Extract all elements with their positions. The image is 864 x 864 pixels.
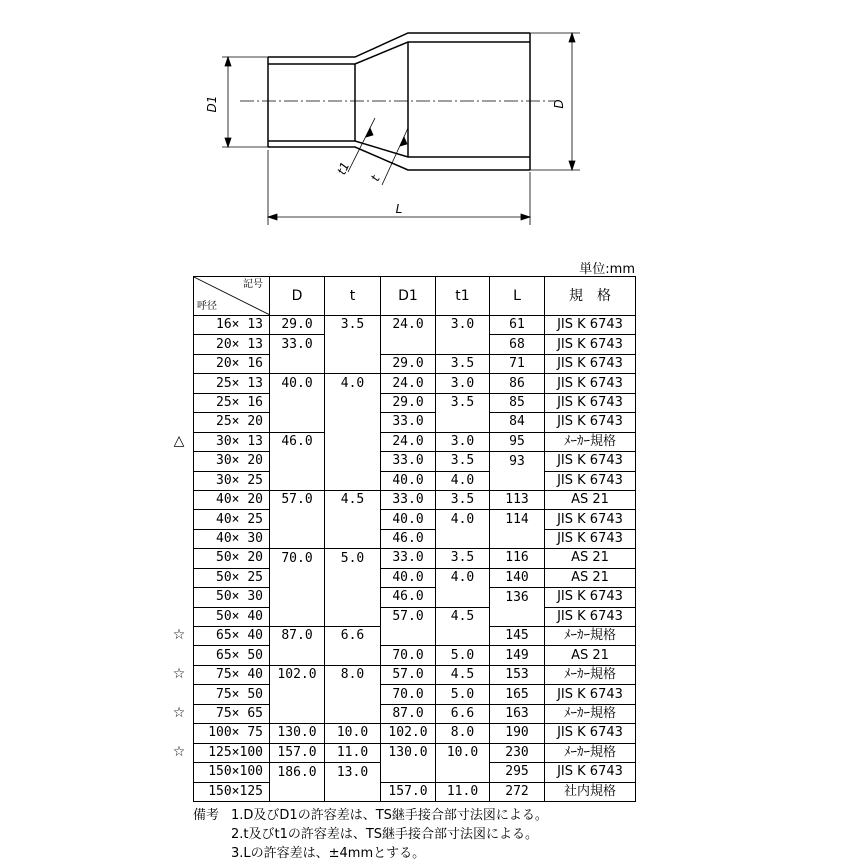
cell-t1: 3.5 xyxy=(436,354,490,373)
cell-d1: 33.0 xyxy=(381,549,436,568)
cell-name: 150×125 xyxy=(194,782,270,801)
cell-t1: 6.6 xyxy=(436,704,490,723)
table-row xyxy=(194,413,636,432)
dimension-table xyxy=(193,276,636,802)
header-t: t xyxy=(325,277,381,316)
cell-spec: 社内規格 xyxy=(545,782,636,801)
cell-t1 xyxy=(436,335,490,354)
header-corner-top: 記号 xyxy=(243,279,263,290)
cell-l: 140 xyxy=(490,568,545,587)
cell-t: 6.6 xyxy=(325,627,381,646)
cell-name: 100× 75 xyxy=(194,724,270,743)
cell-t1 xyxy=(436,627,490,646)
cell-d1: 87.0 xyxy=(381,704,436,723)
cell-t xyxy=(325,607,381,626)
table-row xyxy=(194,607,636,626)
cell-name: 40× 25 xyxy=(194,510,270,529)
cell-name: 50× 20 xyxy=(194,549,270,568)
cell-d: 29.0 xyxy=(270,316,325,335)
cell-d1: 57.0 xyxy=(381,665,436,684)
cell-l: 95 xyxy=(490,432,545,451)
cell-t xyxy=(325,529,381,548)
cell-d xyxy=(270,529,325,548)
cell-d xyxy=(270,588,325,607)
cell-l: 61 xyxy=(490,316,545,335)
cell-t: 10.0 xyxy=(325,724,381,743)
table-header-row xyxy=(194,277,636,316)
cell-d1: 33.0 xyxy=(381,452,436,471)
cell-spec: JIS K 6743 xyxy=(545,588,636,607)
cell-spec: ﾒｰｶｰ規格 xyxy=(545,743,636,762)
cell-d xyxy=(270,471,325,490)
cell-l xyxy=(490,607,545,626)
cell-name: 20× 16 xyxy=(194,354,270,373)
cell-t xyxy=(325,452,381,471)
cell-spec: JIS K 6743 xyxy=(545,510,636,529)
table-row xyxy=(194,782,636,801)
cell-t: 4.0 xyxy=(325,374,381,393)
cell-l: 71 xyxy=(490,354,545,373)
cell-l: 295 xyxy=(490,763,545,782)
cell-t1: 3.0 xyxy=(436,432,490,451)
table-row xyxy=(194,374,636,393)
cell-t1: 4.5 xyxy=(436,665,490,684)
cell-d1: 70.0 xyxy=(381,646,436,665)
unit-label: 単位:mm xyxy=(579,262,635,277)
cell-d: 157.0 xyxy=(270,743,325,762)
table-row xyxy=(194,510,636,529)
cell-t xyxy=(325,471,381,490)
cell-l: 190 xyxy=(490,724,545,743)
cell-name: 125×100 xyxy=(194,743,270,762)
cell-d xyxy=(270,568,325,587)
table-row xyxy=(194,335,636,354)
notes-label: 備考 xyxy=(193,808,220,823)
cell-t1 xyxy=(436,413,490,432)
note-item: 1.D及びD1の許容差は、TS継手接合部寸法図による。 xyxy=(231,808,548,823)
cell-t1: 4.5 xyxy=(436,607,490,626)
cell-d: 33.0 xyxy=(270,335,325,354)
cell-spec: JIS K 6743 xyxy=(545,607,636,626)
cell-d1: 24.0 xyxy=(381,374,436,393)
cell-t1: 3.5 xyxy=(436,549,490,568)
cell-name: 50× 25 xyxy=(194,568,270,587)
cell-l: 153 xyxy=(490,665,545,684)
table-row xyxy=(194,432,636,451)
cell-d: 186.0 xyxy=(270,763,325,782)
cell-d xyxy=(270,704,325,723)
cell-d xyxy=(270,685,325,704)
cell-d1 xyxy=(381,627,436,646)
cell-t xyxy=(325,588,381,607)
note-item: 3.Lの許容差は、±4mmとする。 xyxy=(231,846,426,861)
cell-l: 68 xyxy=(490,335,545,354)
cell-name: 25× 20 xyxy=(194,413,270,432)
table-row xyxy=(194,763,636,782)
cell-d1: 24.0 xyxy=(381,316,436,335)
table-row xyxy=(194,665,636,684)
cell-d xyxy=(270,354,325,373)
header-corner xyxy=(194,277,270,316)
cell-t xyxy=(325,704,381,723)
cell-l: 272 xyxy=(490,782,545,801)
header-spec: 規 格 xyxy=(545,277,636,316)
D-label: D xyxy=(552,99,566,109)
cell-t: 5.0 xyxy=(325,549,381,568)
note-row xyxy=(193,825,548,844)
cell-spec: JIS K 6743 xyxy=(545,529,636,548)
cell-t1: 5.0 xyxy=(436,646,490,665)
cell-t xyxy=(325,432,381,451)
cell-t1: 3.5 xyxy=(436,393,490,412)
table-row xyxy=(194,588,636,607)
cell-d xyxy=(270,510,325,529)
table-row xyxy=(194,490,636,509)
cell-spec: JIS K 6743 xyxy=(545,354,636,373)
t1-label: t1 xyxy=(334,159,353,177)
table-row xyxy=(194,471,636,490)
cell-l: 93 xyxy=(490,452,545,471)
cell-t1: 8.0 xyxy=(436,724,490,743)
cell-l: 116 xyxy=(490,549,545,568)
star-mark-icon: ☆ xyxy=(172,666,186,683)
cell-t xyxy=(325,510,381,529)
cell-t: 8.0 xyxy=(325,665,381,684)
cell-l xyxy=(490,529,545,548)
cell-t xyxy=(325,646,381,665)
header-D1: D1 xyxy=(381,277,436,316)
cell-t1 xyxy=(436,588,490,607)
cell-l: 149 xyxy=(490,646,545,665)
cell-l: 136 xyxy=(490,588,545,607)
cell-t xyxy=(325,413,381,432)
cell-spec: AS 21 xyxy=(545,490,636,509)
cell-d xyxy=(270,646,325,665)
cell-name: 75× 65 xyxy=(194,704,270,723)
header-L: L xyxy=(490,277,545,316)
cell-t1: 4.0 xyxy=(436,510,490,529)
cell-t: 4.5 xyxy=(325,490,381,509)
header-t1: t1 xyxy=(436,277,490,316)
cell-spec: JIS K 6743 xyxy=(545,374,636,393)
cell-name: 75× 50 xyxy=(194,685,270,704)
cell-d1: 46.0 xyxy=(381,529,436,548)
cell-d1 xyxy=(381,335,436,354)
table-row xyxy=(194,568,636,587)
cell-t1 xyxy=(436,763,490,782)
cell-l: 163 xyxy=(490,704,545,723)
cell-l: 85 xyxy=(490,393,545,412)
cell-l: 84 xyxy=(490,413,545,432)
note-row xyxy=(193,806,548,825)
cell-d: 70.0 xyxy=(270,549,325,568)
cell-t1: 3.0 xyxy=(436,374,490,393)
cell-spec: AS 21 xyxy=(545,549,636,568)
note-item: 2.t及びt1の許容差は、TS継手接合部寸法図による。 xyxy=(231,827,539,842)
cell-spec: JIS K 6743 xyxy=(545,316,636,335)
reducer-socket-drawing xyxy=(0,0,864,250)
table-row xyxy=(194,724,636,743)
cell-name: 30× 25 xyxy=(194,471,270,490)
table-row xyxy=(194,316,636,335)
cell-l: 145 xyxy=(490,627,545,646)
notes xyxy=(193,806,548,863)
cell-spec: ﾒｰｶｰ規格 xyxy=(545,432,636,451)
cell-name: 25× 13 xyxy=(194,374,270,393)
cell-t1: 5.0 xyxy=(436,685,490,704)
table-row xyxy=(194,743,636,762)
cell-t1: 3.5 xyxy=(436,490,490,509)
cell-t1: 11.0 xyxy=(436,782,490,801)
header-corner-bottom: 呼径 xyxy=(197,301,217,312)
cell-l: 86 xyxy=(490,374,545,393)
cell-spec: JIS K 6743 xyxy=(545,452,636,471)
note-row xyxy=(193,844,548,863)
cell-d1: 29.0 xyxy=(381,393,436,412)
header-D: D xyxy=(270,277,325,316)
star-mark-icon: ☆ xyxy=(172,743,186,760)
cell-name: 40× 30 xyxy=(194,529,270,548)
cell-spec: JIS K 6743 xyxy=(545,724,636,743)
cell-spec: JIS K 6743 xyxy=(545,335,636,354)
cell-spec: ﾒｰｶｰ規格 xyxy=(545,665,636,684)
cell-t xyxy=(325,568,381,587)
cell-d xyxy=(270,782,325,801)
L-label: L xyxy=(395,202,403,216)
table-row xyxy=(194,452,636,471)
cell-t xyxy=(325,335,381,354)
cell-spec: AS 21 xyxy=(545,568,636,587)
cell-t1: 4.0 xyxy=(436,471,490,490)
cell-d1: 130.0 xyxy=(381,743,436,762)
cell-name: 150×100 xyxy=(194,763,270,782)
cell-t xyxy=(325,782,381,801)
cell-name: 75× 40 xyxy=(194,665,270,684)
star-mark-icon: ☆ xyxy=(172,705,186,721)
table-row xyxy=(194,627,636,646)
cell-d1: 46.0 xyxy=(381,588,436,607)
cell-d: 40.0 xyxy=(270,374,325,393)
cell-spec: JIS K 6743 xyxy=(545,763,636,782)
cell-name: 50× 40 xyxy=(194,607,270,626)
cell-d1: 57.0 xyxy=(381,607,436,626)
cell-t1: 3.5 xyxy=(436,452,490,471)
cell-d1: 40.0 xyxy=(381,471,436,490)
t-label: t xyxy=(368,173,383,184)
cell-d xyxy=(270,393,325,412)
cell-name: 30× 20 xyxy=(194,452,270,471)
cell-t1: 3.0 xyxy=(436,316,490,335)
cell-d: 87.0 xyxy=(270,627,325,646)
cell-l xyxy=(490,471,545,490)
table-row xyxy=(194,549,636,568)
cell-name: 50× 30 xyxy=(194,588,270,607)
cell-name: 30× 13 xyxy=(194,432,270,451)
cell-t1: 10.0 xyxy=(436,743,490,762)
cell-name: 20× 13 xyxy=(194,335,270,354)
cell-spec: ﾒｰｶｰ規格 xyxy=(545,627,636,646)
cell-d1: 24.0 xyxy=(381,432,436,451)
cell-name: 25× 16 xyxy=(194,393,270,412)
table-row xyxy=(194,704,636,723)
table-row xyxy=(194,354,636,373)
cell-d xyxy=(270,452,325,471)
cell-name: 65× 40 xyxy=(194,627,270,646)
cell-d1 xyxy=(381,763,436,782)
cell-d1: 29.0 xyxy=(381,354,436,373)
cell-l: 230 xyxy=(490,743,545,762)
cell-t: 3.5 xyxy=(325,316,381,335)
cell-d1: 40.0 xyxy=(381,510,436,529)
cell-t xyxy=(325,393,381,412)
cell-d: 57.0 xyxy=(270,490,325,509)
cell-d: 130.0 xyxy=(270,724,325,743)
cell-spec: JIS K 6743 xyxy=(545,413,636,432)
cell-spec: JIS K 6743 xyxy=(545,685,636,704)
table-row xyxy=(194,529,636,548)
star-mark-icon: ☆ xyxy=(172,627,186,644)
cell-d1: 70.0 xyxy=(381,685,436,704)
cell-spec: JIS K 6743 xyxy=(545,393,636,412)
cell-name: 40× 20 xyxy=(194,490,270,509)
cell-name: 65× 50 xyxy=(194,646,270,665)
cell-spec: AS 21 xyxy=(545,646,636,665)
cell-name: 16× 13 xyxy=(194,316,270,335)
cell-d: 46.0 xyxy=(270,432,325,451)
cell-d1: 33.0 xyxy=(381,413,436,432)
table-row xyxy=(194,685,636,704)
cell-d1: 33.0 xyxy=(381,490,436,509)
cell-d xyxy=(270,413,325,432)
cell-spec: ﾒｰｶｰ規格 xyxy=(545,704,636,723)
cell-spec: JIS K 6743 xyxy=(545,471,636,490)
cell-t: 13.0 xyxy=(325,763,381,782)
triangle-mark-icon: △ xyxy=(173,432,185,449)
cell-d: 102.0 xyxy=(270,665,325,684)
cell-d1: 102.0 xyxy=(381,724,436,743)
table-row xyxy=(194,646,636,665)
cell-l: 114 xyxy=(490,510,545,529)
cell-t: 11.0 xyxy=(325,743,381,762)
cell-d xyxy=(270,607,325,626)
cell-t xyxy=(325,685,381,704)
table-row xyxy=(194,393,636,412)
cell-t1 xyxy=(436,529,490,548)
cell-t xyxy=(325,354,381,373)
cell-l: 165 xyxy=(490,685,545,704)
D1-label: D1 xyxy=(205,95,219,113)
cell-d1: 157.0 xyxy=(381,782,436,801)
cell-l: 113 xyxy=(490,490,545,509)
cell-t1: 4.0 xyxy=(436,568,490,587)
cell-d1: 40.0 xyxy=(381,568,436,587)
